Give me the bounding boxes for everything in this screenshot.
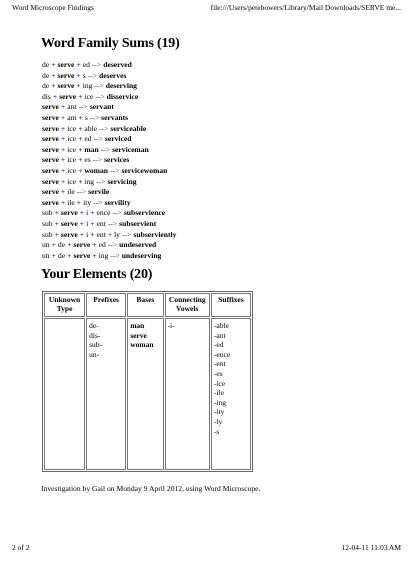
- sum-result: deserves: [99, 70, 127, 80]
- plus-sign: +: [60, 102, 66, 112]
- sum-result: servility: [104, 197, 131, 207]
- suffix-item: -ly: [213, 416, 223, 426]
- plus-sign: +: [78, 112, 83, 122]
- word-family-sums-list: [42, 60, 176, 261]
- plus-sign: +: [60, 197, 66, 207]
- header-unknown-type: Unknown Type: [44, 293, 85, 317]
- sum-result: servants: [101, 112, 129, 122]
- sum-element: ant: [67, 112, 77, 122]
- sum-element: serve: [57, 70, 75, 80]
- sum-element: serve: [42, 144, 59, 154]
- plus-sign: +: [90, 229, 95, 239]
- unknown-type-cell: [44, 318, 85, 470]
- plus-sign: +: [51, 250, 56, 260]
- elements-data-row: [44, 318, 251, 470]
- sum-element: serve: [42, 123, 59, 133]
- sum-element: ice: [67, 176, 77, 186]
- header-url: file:///Users/petebowers/Library/Mail Downloads/SERVE me...: [210, 3, 401, 12]
- sum-result: servicing: [107, 176, 137, 186]
- sum-element: ice: [67, 134, 77, 144]
- sum-element: ant: [67, 102, 77, 112]
- bases-cell: [127, 318, 163, 470]
- suffix-item: -ice: [213, 378, 226, 388]
- arrow: -->: [107, 218, 118, 228]
- sum-result: services: [104, 155, 130, 165]
- arrow: -->: [99, 123, 109, 133]
- sum-result: servicewoman: [121, 165, 168, 175]
- sum-element: able: [84, 123, 98, 133]
- suffix-item: -ile: [213, 388, 224, 398]
- base-item: man: [130, 321, 145, 330]
- arrow: -->: [76, 187, 87, 197]
- header-title: Word Microscope Findings: [12, 3, 94, 12]
- arrow: -->: [91, 60, 102, 69]
- prefix-item: dis-: [89, 330, 101, 340]
- plus-sign: +: [60, 155, 66, 165]
- page-number: 2 of 2: [12, 543, 30, 552]
- sum-element: serve: [59, 91, 77, 101]
- plus-sign: +: [79, 218, 85, 228]
- plus-sign: +: [78, 144, 83, 154]
- sum-element: serve: [57, 81, 75, 91]
- arrow: -->: [93, 197, 103, 207]
- sum-row: [42, 71, 176, 82]
- sum-row: [42, 102, 176, 113]
- sum-element: es: [84, 155, 91, 165]
- sum-element: serve: [42, 134, 59, 144]
- arrow: -->: [78, 102, 88, 112]
- sum-element: sub: [42, 218, 53, 228]
- sum-element: ence: [96, 208, 111, 218]
- sum-row: [42, 219, 176, 230]
- sum-element: i: [86, 218, 89, 228]
- plus-sign: +: [54, 229, 59, 239]
- sum-element: serve: [42, 155, 59, 165]
- sum-element: sub: [42, 208, 53, 218]
- your-elements-title: Your Elements (20): [41, 267, 153, 282]
- sum-element: s: [84, 112, 88, 122]
- sum-row: [42, 60, 176, 71]
- arrow: -->: [93, 134, 103, 144]
- print-footer: [12, 543, 401, 555]
- elements-header-row: [44, 293, 251, 317]
- plus-sign: +: [51, 60, 56, 69]
- arrow: -->: [112, 208, 122, 218]
- sum-result: servant: [89, 102, 114, 112]
- sum-element: serve: [42, 176, 59, 186]
- sum-result: serviceman: [112, 144, 149, 154]
- investigation-note: Investigation by Gail on Monday 9 April 2012, using Word Microscope.: [41, 484, 261, 493]
- base-item: woman: [130, 340, 154, 350]
- sum-element: serve: [42, 197, 59, 207]
- arrow: -->: [110, 250, 120, 260]
- sum-row: [42, 240, 176, 251]
- plus-sign: +: [54, 208, 59, 218]
- header-suffixes: Suffixes: [211, 293, 251, 317]
- sum-row: [42, 198, 176, 209]
- sum-element: s: [82, 70, 86, 80]
- header-connecting-vowels: Connecting Vowels: [165, 293, 210, 317]
- sum-element: de: [42, 60, 50, 69]
- sum-result: deserved: [103, 60, 132, 69]
- connecting-vowels-cell: [165, 318, 210, 470]
- plus-sign: +: [60, 112, 66, 122]
- plus-sign: +: [78, 176, 83, 186]
- sum-element: un: [42, 240, 50, 250]
- plus-sign: +: [78, 134, 83, 144]
- plus-sign: +: [60, 134, 66, 144]
- suffix-item: -ed: [213, 340, 224, 350]
- base-item: serve: [130, 330, 147, 340]
- sum-element: serve: [73, 250, 91, 260]
- sum-element: ing: [84, 176, 95, 186]
- sum-row: [42, 187, 176, 198]
- sum-element: serve: [42, 187, 59, 197]
- connecting-vowel-item: -i-: [167, 321, 175, 330]
- sum-element: serve: [57, 60, 75, 69]
- plus-sign: +: [90, 218, 95, 228]
- sum-element: ile: [67, 197, 75, 207]
- sum-element: ity: [83, 197, 92, 207]
- suffix-item: -ing: [213, 397, 227, 407]
- suffix-item: -es: [213, 368, 223, 378]
- arrow: -->: [87, 70, 98, 80]
- plus-sign: +: [51, 70, 56, 80]
- sum-result: servile: [88, 187, 110, 197]
- sum-row: [42, 124, 176, 135]
- sum-row: [42, 251, 176, 262]
- arrow: -->: [94, 81, 104, 91]
- sum-element: sub: [42, 229, 53, 239]
- suffix-item: -ity: [213, 407, 225, 417]
- sum-row: [42, 92, 176, 103]
- sum-result: subservience: [123, 208, 166, 218]
- plus-sign: +: [78, 91, 83, 101]
- sum-element: man: [84, 144, 99, 154]
- plus-sign: +: [78, 123, 83, 133]
- header-bases: Bases: [127, 293, 163, 317]
- sum-row: [42, 134, 176, 145]
- sum-row: [42, 208, 176, 219]
- suffix-item: -ant: [213, 330, 226, 340]
- plus-sign: +: [79, 208, 85, 218]
- print-timestamp: 12-04-11 11:03 AM: [341, 543, 401, 552]
- plus-sign: +: [67, 250, 72, 260]
- arrow: -->: [95, 91, 105, 101]
- sum-element: woman: [84, 165, 109, 175]
- sum-result: undeserved: [119, 240, 157, 250]
- arrow: -->: [110, 165, 120, 175]
- plus-sign: +: [60, 187, 66, 197]
- plus-sign: +: [90, 208, 95, 218]
- sum-element: ing: [82, 81, 93, 91]
- sum-row: [42, 166, 176, 177]
- sum-element: ent: [96, 229, 106, 239]
- plus-sign: +: [67, 240, 72, 250]
- sum-element: ent: [96, 218, 106, 228]
- sum-element: ice: [67, 144, 77, 154]
- plus-sign: +: [60, 144, 66, 154]
- sum-element: i: [86, 208, 89, 218]
- sum-element: un: [42, 250, 50, 260]
- prefix-item: sub-: [89, 340, 103, 350]
- plus-sign: +: [54, 218, 59, 228]
- sum-element: serve: [60, 208, 78, 218]
- sum-element: serve: [60, 229, 78, 239]
- suffix-item: -able: [213, 321, 229, 330]
- plus-sign: +: [51, 240, 56, 250]
- suffix-item: -s: [213, 426, 220, 436]
- sum-element: dis: [42, 91, 51, 101]
- prefix-item: un-: [89, 349, 100, 359]
- plus-sign: +: [51, 81, 56, 91]
- arrow: -->: [107, 240, 118, 250]
- arrow: -->: [96, 176, 106, 186]
- sum-element: i: [86, 229, 89, 239]
- sum-element: ing: [98, 250, 109, 260]
- arrow: -->: [89, 112, 100, 122]
- sum-element: ly: [114, 229, 121, 239]
- plus-sign: +: [78, 165, 83, 175]
- plus-sign: +: [79, 229, 85, 239]
- plus-sign: +: [92, 250, 97, 260]
- sum-element: ed: [82, 60, 90, 69]
- sum-row: [42, 145, 176, 156]
- sum-result: serviceable: [110, 123, 147, 133]
- plus-sign: +: [60, 165, 66, 175]
- sum-row: [42, 81, 176, 92]
- suffix-item: -ent: [213, 359, 226, 369]
- plus-sign: +: [107, 229, 113, 239]
- sum-element: de: [42, 81, 50, 91]
- suffixes-cell: [211, 318, 251, 470]
- sum-element: de: [42, 70, 50, 80]
- plus-sign: +: [76, 197, 82, 207]
- plus-sign: +: [92, 240, 97, 250]
- sum-element: ile: [67, 187, 75, 197]
- sum-element: de: [57, 250, 66, 260]
- sum-element: ed: [98, 240, 106, 250]
- elements-table: [42, 291, 253, 472]
- sum-result: subserviently: [133, 229, 177, 239]
- sum-result: disservice: [106, 91, 139, 101]
- sum-element: serve: [42, 102, 59, 112]
- sum-result: deserving: [105, 81, 137, 91]
- sum-result: serviced: [104, 134, 132, 144]
- sum-result: subservient: [119, 218, 157, 228]
- sum-row: [42, 230, 176, 241]
- sum-element: ed: [84, 134, 92, 144]
- sum-element: serve: [42, 165, 59, 175]
- sum-element: serve: [73, 240, 91, 250]
- sum-element: serve: [42, 112, 59, 122]
- sum-element: ice: [67, 123, 77, 133]
- arrow: -->: [100, 144, 111, 154]
- plus-sign: +: [60, 176, 66, 186]
- sum-element: de: [57, 240, 66, 250]
- plus-sign: +: [52, 91, 58, 101]
- sum-row: [42, 177, 176, 188]
- prefixes-cell: [86, 318, 126, 470]
- sum-element: serve: [60, 218, 78, 228]
- header-prefixes: Prefixes: [86, 293, 126, 317]
- prefix-item: de-: [89, 321, 99, 330]
- plus-sign: +: [78, 155, 83, 165]
- sum-row: [42, 113, 176, 124]
- sum-element: ice: [67, 165, 77, 175]
- sum-row: [42, 155, 176, 166]
- plus-sign: +: [76, 81, 81, 91]
- print-header: [12, 3, 401, 15]
- plus-sign: +: [60, 123, 66, 133]
- plus-sign: +: [76, 60, 81, 69]
- sum-result: undeserving: [121, 250, 162, 260]
- word-family-sums-title: Word Family Sums (19): [41, 36, 180, 51]
- arrow: -->: [92, 155, 103, 165]
- sum-element: ice: [67, 155, 77, 165]
- sum-element: ice: [84, 91, 94, 101]
- suffix-item: -ence: [213, 349, 231, 359]
- plus-sign: +: [76, 70, 81, 80]
- arrow: -->: [122, 229, 132, 239]
